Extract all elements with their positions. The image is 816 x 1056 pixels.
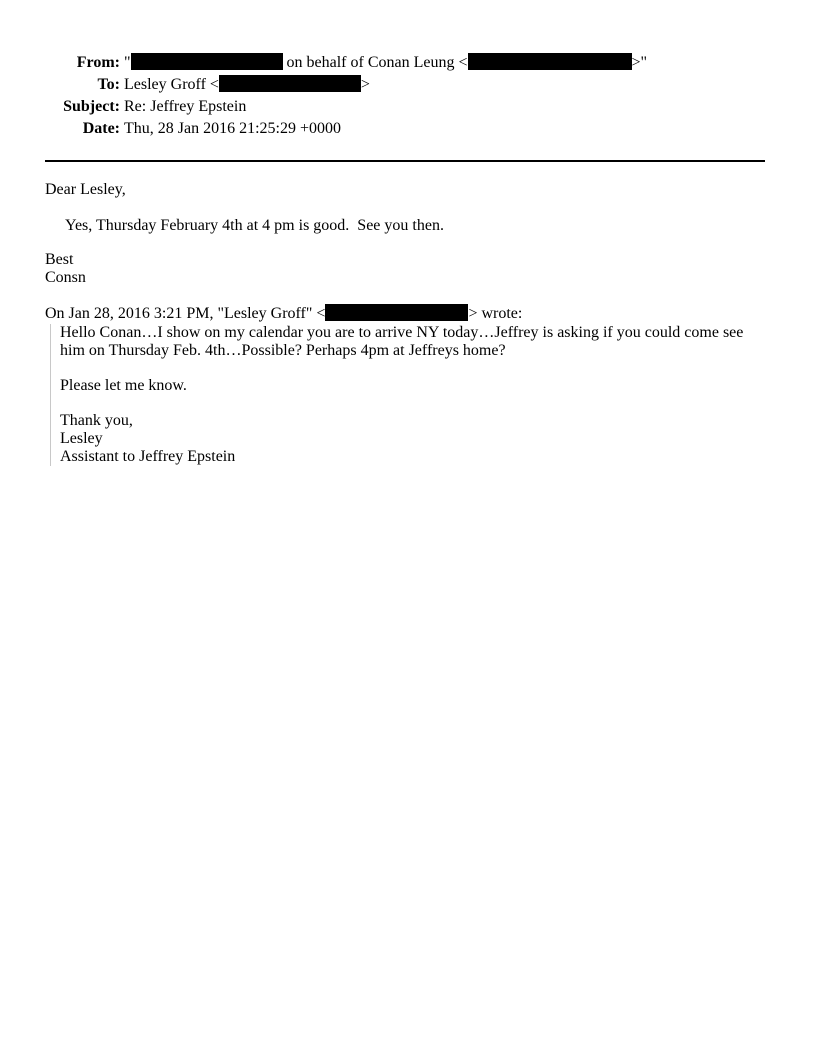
date-value: Thu, 28 Jan 2016 21:25:29 +0000: [124, 120, 342, 137]
redaction-box: [325, 304, 468, 321]
email-header: [40, 52, 647, 140]
from-open-quote: ": [124, 54, 131, 71]
quoted-signature-name: Lesley: [60, 430, 103, 447]
to-recipient-name: Lesley Groff <: [124, 76, 219, 93]
quote-attribution-text: On Jan 28, 2016 3:21 PM, "Lesley Groff" <: [45, 305, 326, 322]
to-value: [124, 74, 647, 96]
to-label: To:: [97, 76, 120, 93]
quote-attribution-suffix: > wrote:: [468, 305, 523, 322]
quoted-text: Hello Conan…I show on my calendar you are to arrive NY today…Jeffrey is asking if you could come see him on Thursday Feb. 4th…Possible? Perhaps 4pm at Jeffreys home?: [60, 324, 744, 359]
to-row: [40, 74, 647, 96]
redaction-box: [131, 53, 283, 70]
to-close: >: [360, 76, 370, 93]
header-divider: [45, 160, 765, 162]
date-row: [40, 118, 647, 140]
quoted-request: Please let me know.: [60, 377, 187, 394]
quoted-signature-title: Assistant to Jeffrey Epstein: [60, 448, 236, 465]
quoted-message: [50, 324, 765, 466]
subject-label: Subject:: [63, 98, 120, 115]
greeting: Dear Lesley,: [45, 181, 126, 198]
from-close: >": [631, 54, 648, 71]
from-label: From:: [76, 54, 120, 71]
redaction-box: [468, 53, 632, 70]
redaction-box: [219, 75, 361, 92]
sender-signature: Consn: [45, 269, 86, 286]
date-label: Date:: [82, 120, 120, 137]
subject-value: Re: Jeffrey Epstein: [124, 98, 247, 115]
quote-attribution: [45, 304, 765, 323]
email-body: [45, 181, 765, 466]
from-sender-text: on behalf of Conan Leung <: [282, 54, 468, 71]
from-value: [124, 52, 647, 74]
from-row: [40, 52, 647, 74]
reply-text: Yes, Thursday February 4th at 4 pm is good. See you then.: [65, 217, 444, 234]
signoff: Best: [45, 251, 74, 268]
quoted-closing: Thank you,: [60, 412, 133, 429]
subject-row: [40, 96, 647, 118]
